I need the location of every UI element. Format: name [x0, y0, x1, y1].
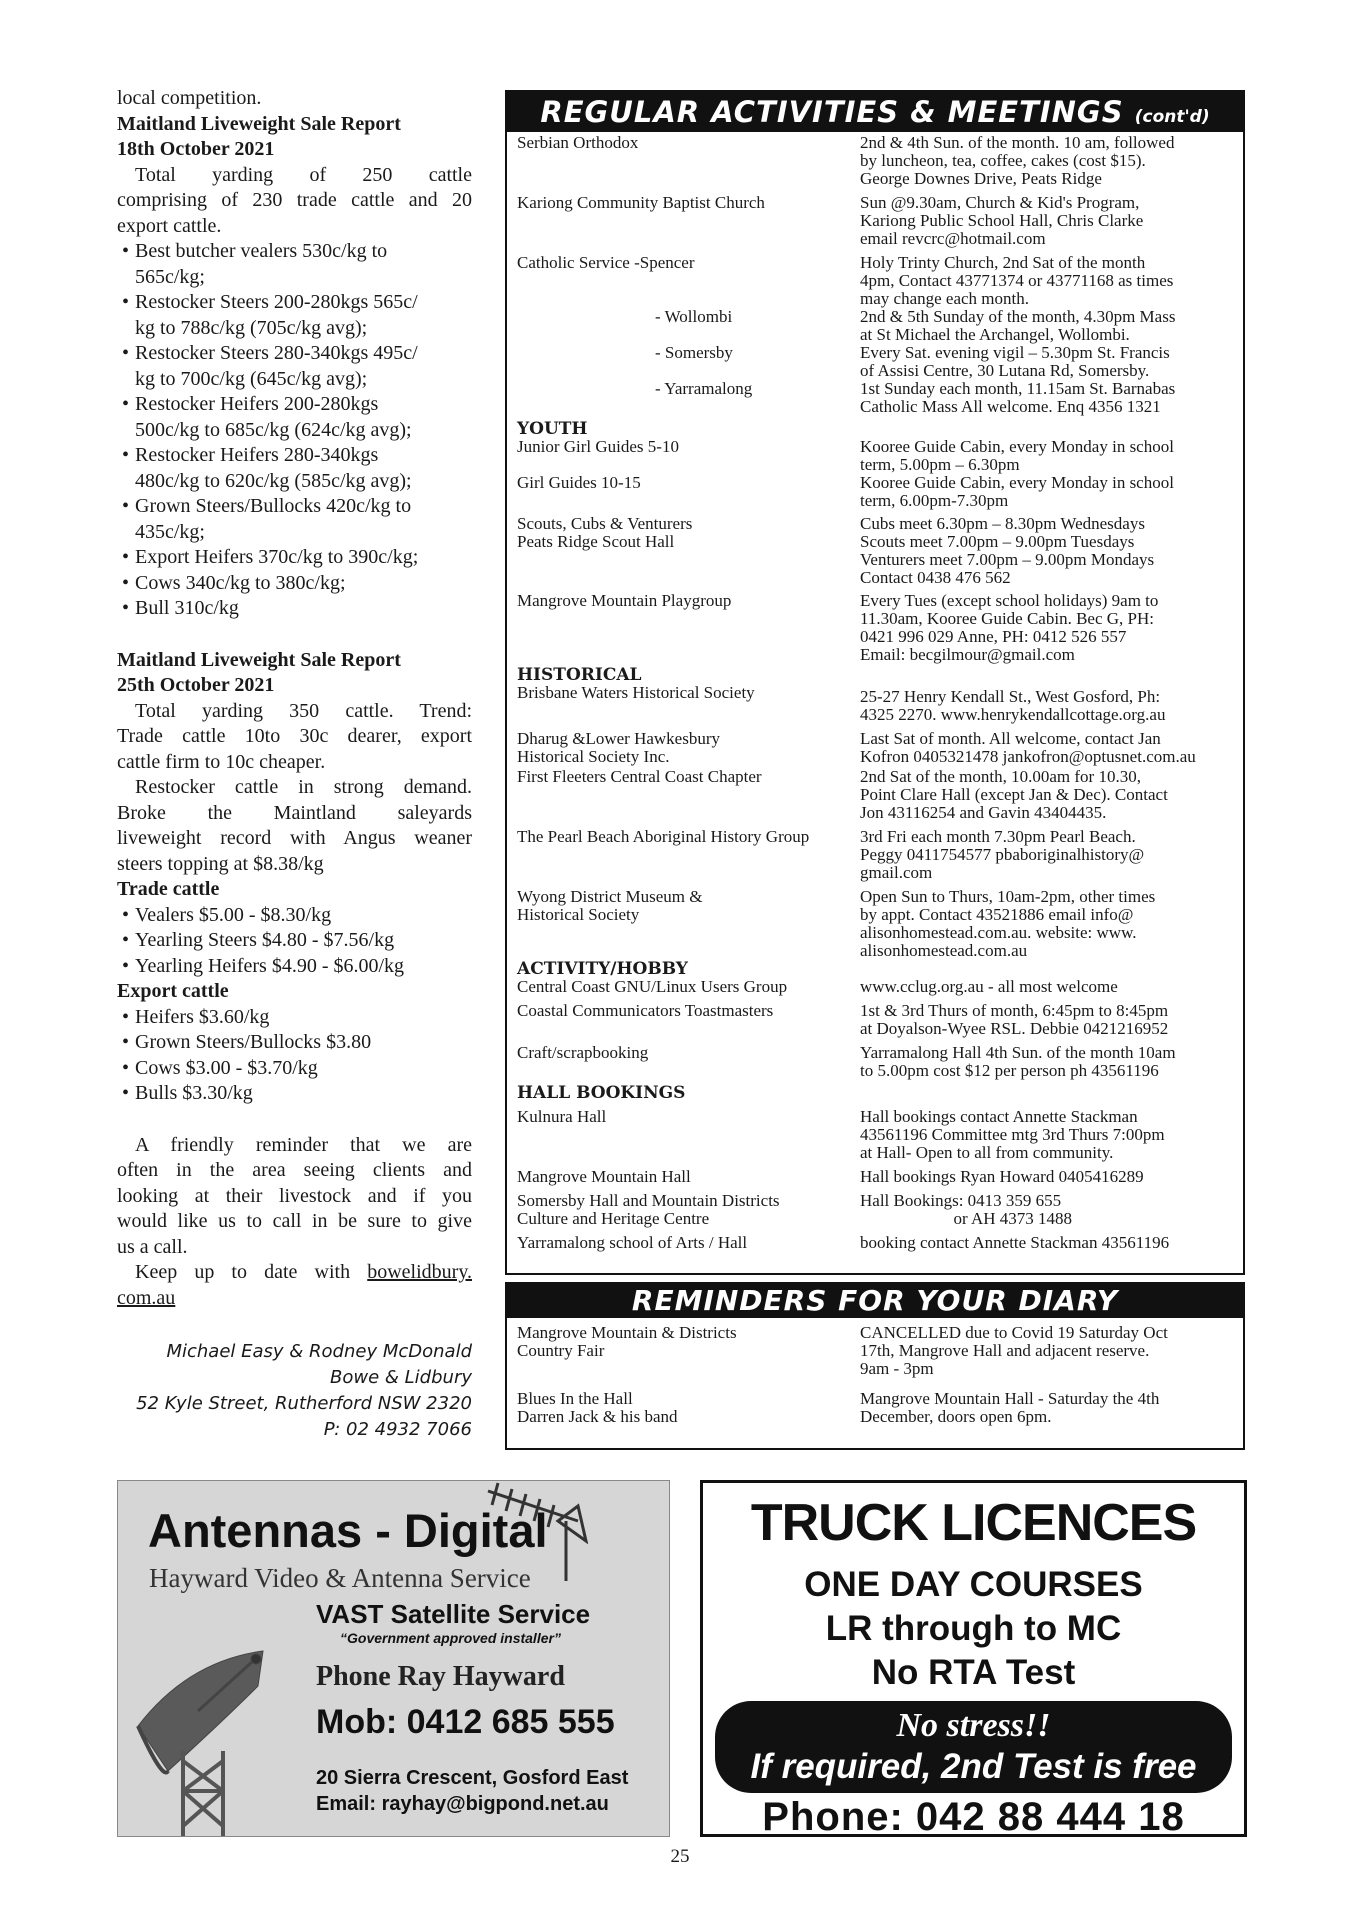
report1-title: Maitland Liveweight Sale Report	[117, 112, 401, 135]
reminder-row: Mangrove Mountain & Districts Country Fair CANCELLED due to Covid 19 Saturday Oct 17th, Mangrove Hall and adjacent reserve. 9am - 3pm	[517, 1323, 1168, 1378]
activity-row: Wyong District Museum & Historical Society Open Sun to Thurs, 10am-2pm, other times by appt. Contact 43521886 email info@ alisonhomestead.com.au. website: www. alisonhomestead.com.au	[517, 887, 1156, 960]
price-item: • Vealers $5.00 - $8.30/kg	[117, 903, 472, 929]
price-item: • Cows 340c/kg to 380c/kg;	[117, 571, 472, 597]
price-item: • Restocker Heifers 200-280kgs 500c/kg to 685c/kg (624c/kg avg);	[117, 392, 472, 443]
antenna-title: Antennas - Digital	[148, 1504, 548, 1557]
trade-cattle-prices	[117, 903, 472, 980]
text-line: Trade cattle 10to 30c dearer, export	[117, 725, 472, 747]
reminders-box	[505, 1282, 1245, 1450]
price-item: • Cows $3.00 - $3.70/kg	[117, 1056, 472, 1082]
installer-tagline: “Government approved installer”	[340, 1630, 561, 1646]
reminders-banner: REMINDERS FOR YOUR DIARY	[507, 1284, 1243, 1318]
activity-row: Coastal Communicators Toastmasters 1st & 3rd Thurs of month, 6:45pm to 8:45pm at Doyalson-Wyee RSL. Debbie 0421216952	[517, 1001, 1169, 1038]
truck-promo-line2: If required, 2nd Test is free	[750, 1747, 1197, 1786]
text-line: often in the area seeing clients and	[117, 1159, 472, 1181]
report1-para	[117, 163, 472, 240]
truck-line2: LR through to MC	[825, 1609, 1122, 1648]
signature-company: Bowe & Lidbury	[330, 1367, 472, 1388]
price-item: • Heifers $3.60/kg	[117, 1005, 472, 1031]
activity-row: The Pearl Beach Aboriginal History Group 3rd Fri each month 7.30pm Pearl Beach. Peggy 0411754577 pbaboriginalhistory@ gmail.com	[517, 827, 1145, 882]
mobile-number: Mob: 0412 685 555	[316, 1703, 615, 1741]
text-line: Total yarding of 250 cattle	[135, 163, 472, 186]
activity-row: Mangrove Mountain Hall Hall bookings Ryan Howard 0405416289	[517, 1167, 1144, 1186]
activity-row: Yarramalong school of Arts / Hall booking contact Annette Stackman 43561196	[517, 1233, 1170, 1252]
truck-phone: Phone: 042 88 444 18	[762, 1795, 1185, 1839]
text-line: export cattle.	[117, 214, 222, 237]
price-item: • Restocker Steers 200-280kgs 565c/ kg to 788c/kg (705c/kg avg);	[117, 290, 472, 341]
activity-row: - Yarramalong 1st Sunday each month, 11.15am St. Barnabas Catholic Mass All welcome. Enq 4356 1321	[655, 379, 1176, 416]
vast-service: VAST Satellite Service	[316, 1599, 591, 1629]
activity-row: First Fleeters Central Coast Chapter 2nd Sat of the month, 10.00am for 10.30, Point Clare Hall (except Jan & Dec). Contact Jon 43116254 and Gavin 43404435.	[517, 767, 1168, 822]
report2-date: 25th October 2021	[117, 674, 275, 696]
signature-address: 52 Kyle Street, Rutherford NSW 2320	[136, 1393, 472, 1414]
regular-activities-box	[505, 90, 1245, 1275]
text-line: Restocker cattle in strong demand.	[135, 776, 472, 798]
text-line: us a call.	[117, 1235, 188, 1258]
price-item: • Export Heifers 370c/kg to 390c/kg;	[117, 545, 472, 571]
satellite-dish-icon	[128, 1631, 318, 1836]
report1-prices	[117, 239, 472, 622]
signature-phone: P: 02 4932 7066	[323, 1419, 472, 1440]
intro-end: local competition.	[117, 87, 262, 109]
text-line: cattle firm to 10c cheaper.	[117, 750, 326, 773]
text-line: Broke the Maintland saleyards	[117, 801, 472, 824]
activity-row: Dharug &Lower Hawkesbury Historical Society Inc. Last Sat of month. All welcome, contact Jan Kofron 0405321478 jankofron@optusnet.com.au	[517, 729, 1196, 766]
cattle-report-column	[117, 86, 472, 1443]
price-item: • Best butcher vealers 530c/kg to 565c/kg;	[117, 239, 472, 290]
section-historical: HISTORICAL	[517, 665, 642, 685]
activity-row: Mangrove Mountain Playgroup Every Tues (except school holidays) 9am to 11.30am, Kooree Guide Cabin. Bec G, PH: 0421 996 029 Anne, PH: 0412 526 557 Email: becgilmour@gmail.com	[517, 591, 1159, 664]
text-line: comprising of 230 trade cattle and 20	[117, 189, 472, 211]
truck-line1: ONE DAY COURSES	[804, 1565, 1143, 1604]
text-line: liveweight record with Angus weaner	[117, 827, 472, 849]
report2-para1	[117, 699, 472, 776]
friendly-reminder	[117, 1133, 472, 1261]
price-item: • Grown Steers/Bullocks 420c/kg to 435c/kg;	[117, 494, 472, 545]
signature-block	[117, 1339, 472, 1443]
phone-label: Phone Ray Hayward	[316, 1661, 565, 1692]
trade-cattle-heading: Trade cattle	[117, 878, 220, 900]
export-cattle-prices	[117, 1005, 472, 1107]
truck-licence-advert	[700, 1480, 1247, 1837]
signature-names: Michael Easy & Rodney McDonald	[166, 1341, 472, 1362]
antenna-advert	[117, 1480, 670, 1837]
activities-title-suffix: (cont'd)	[1134, 107, 1210, 127]
report2-para2	[117, 775, 472, 877]
text-line: A friendly reminder that we are	[135, 1133, 472, 1156]
antenna-subtitle: Hayward Video & Antenna Service	[149, 1563, 531, 1593]
section-hall-bookings: HALL BOOKINGS	[517, 1083, 686, 1103]
activities-rows	[507, 134, 1243, 1252]
text-line: would like us to call in be sure to give	[117, 1210, 472, 1232]
activity-row: Girl Guides 10-15 Kooree Guide Cabin, every Monday in school term, 6.00pm-7.30pm	[517, 473, 1174, 510]
section-activity-hobby: ACTIVITY/HOBBY	[517, 959, 688, 979]
activity-row: Scouts, Cubs & Venturers Peats Ridge Scout Hall Cubs meet 6.30pm – 8.30pm Wednesdays Scouts meet 7.00pm – 9.00pm Tuesdays Venturers meet 7.00pm – 9.00pm Mondays Contact 0438 476 562	[517, 514, 1155, 587]
reminders-rows	[507, 1324, 1243, 1426]
keep-up-line	[117, 1260, 472, 1286]
price-item: • Restocker Heifers 280-340kgs 480c/kg to 620c/kg (585c/kg avg);	[117, 443, 472, 494]
report1-date: 18th October 2021	[117, 138, 275, 160]
activity-row: Junior Girl Guides 5-10 Kooree Guide Cabin, every Monday in school term, 5.00pm – 6.30pm	[517, 437, 1174, 474]
price-item: • Bulls $3.30/kg	[117, 1081, 472, 1107]
activity-row: Brisbane Waters Historical Society 25-27 Henry Kendall St., West Gosford, Ph: 4325 2270. www.henrykendallcottage.org.au	[517, 683, 1166, 724]
text-line: Total yarding 350 cattle. Trend:	[135, 699, 472, 722]
page-number: 25	[670, 1846, 690, 1867]
price-item: • Restocker Steers 280-340kgs 495c/ kg to 700c/kg (645c/kg avg);	[117, 341, 472, 392]
activity-row: Somersby Hall and Mountain Districts Culture and Heritage Centre Hall Bookings: 0413 359 655 or AH 4373 1488	[517, 1191, 1073, 1228]
price-item: • Bull 310c/kg	[117, 596, 472, 622]
activity-row: Serbian Orthodox 2nd & 4th Sun. of the month. 10 am, followed by luncheon, tea, coffee, cakes (cost $15). George Downes Drive, Peats Ridge	[517, 133, 1175, 188]
activity-row: Catholic Service -Spencer Holy Trinty Church, 2nd Sat of the month 4pm, Contact 43771374 or 43771168 as times may change each month.	[517, 253, 1174, 308]
antenna-email: Email: rayhay@bigpond.net.au	[316, 1793, 609, 1815]
activity-row: Craft/scrapbooking Yarramalong Hall 4th Sun. of the month 10am to 5.00pm cost $12 per person ph 43561196	[517, 1043, 1176, 1080]
activity-row: - Somersby Every Sat. evening vigil – 5.30pm St. Francis of Assisi Centre, 30 Lutana Rd, Somersby.	[655, 343, 1170, 380]
text-line: steers topping at $8.38/kg	[117, 852, 324, 875]
reminder-row: Blues In the Hall Darren Jack & his band Mangrove Mountain Hall - Saturday the 4th December, doors open 6pm.	[517, 1389, 1160, 1426]
website-link-cont[interactable]: com.au	[117, 1286, 176, 1309]
section-youth: YOUTH	[517, 419, 588, 439]
activity-row: Kulnura Hall Hall bookings contact Annette Stackman 43561196 Committee mtg 3rd Thurs 7:00pm at Hall- Open to all from community.	[517, 1107, 1165, 1162]
report2-title: Maitland Liveweight Sale Report	[117, 648, 401, 671]
activity-row: - Wollombi 2nd & 5th Sunday of the month, 4.30pm Mass at St Michael the Archangel, Wollombi.	[655, 307, 1176, 344]
activities-banner	[507, 92, 1243, 132]
price-item: • Grown Steers/Bullocks $3.80	[117, 1030, 472, 1056]
price-item: • Yearling Steers $4.80 - $7.56/kg	[117, 928, 472, 954]
truck-promo-line1: No stress!!	[896, 1707, 1051, 1744]
activity-row: Kariong Community Baptist Church Sun @9.30am, Church & Kid's Program, Kariong Public School Hall, Chris Clarke email revcrc@hotmail.com	[517, 193, 1144, 248]
keep-up-text: Keep up to date with	[135, 1261, 351, 1283]
website-link[interactable]: bowelidbury.	[367, 1261, 473, 1283]
truck-promo-pill	[715, 1701, 1232, 1793]
activities-title: REGULAR ACTIVITIES & MEETINGS	[540, 95, 1124, 129]
truck-title: TRUCK LICENCES	[750, 1494, 1197, 1552]
text-line: looking at their livestock and if you	[117, 1184, 472, 1207]
truck-line3: No RTA Test	[871, 1653, 1076, 1692]
export-cattle-heading: Export cattle	[117, 980, 229, 1002]
price-item: • Yearling Heifers $4.90 - $6.00/kg	[117, 954, 472, 980]
activity-row: Central Coast GNU/Linux Users Group www.cclug.org.au - all most welcome	[517, 977, 1118, 996]
antenna-address: 20 Sierra Crescent, Gosford East	[316, 1767, 629, 1789]
